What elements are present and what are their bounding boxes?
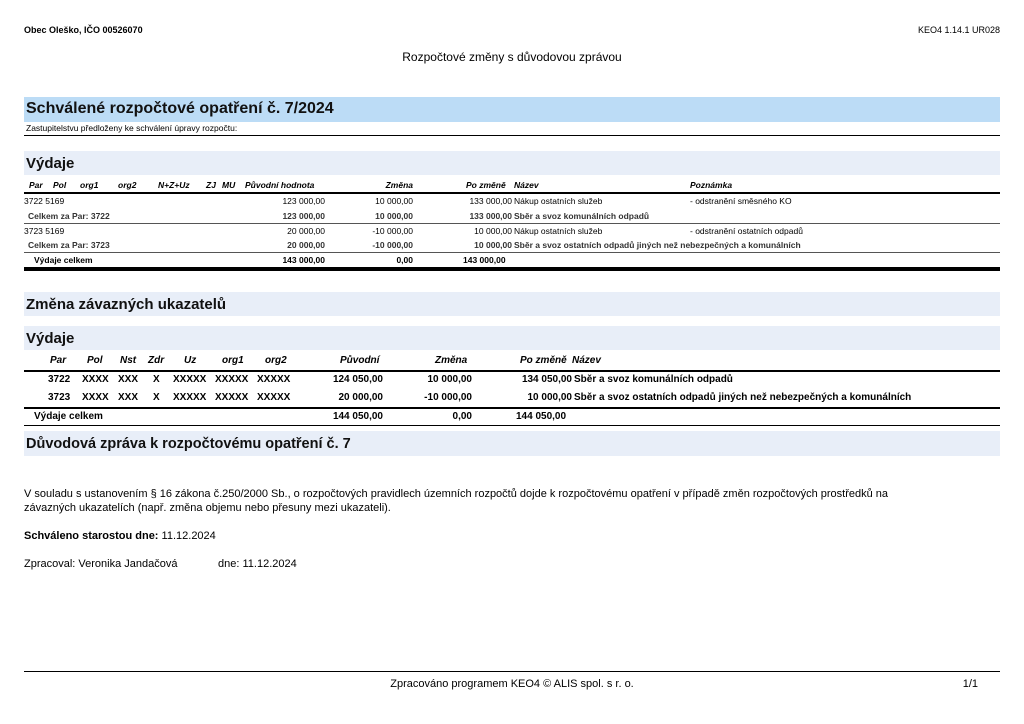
footer-divider [24,671,1000,672]
approved-date: 11.12.2024 [161,530,216,542]
total-label: Výdaje celkem [34,411,103,422]
divider [24,252,1000,253]
page-number: 1/1 [962,678,978,690]
col-pol: Pol [87,355,103,366]
uz: XXXXX [173,392,207,403]
divider [24,223,1000,224]
prepared-date-label: dne: [218,558,240,570]
after-value: 133 000,00 [469,211,512,221]
report-title: Důvodová zpráva k rozpočtovému opatření č. 7 [26,436,351,452]
par-pol: 3722 5169 [24,196,65,206]
after-value: 10 000,00 [474,226,512,236]
col-zdr: Zdr [148,355,165,366]
col-name: Název [514,180,539,190]
col-org1: org1 [222,355,244,366]
measure-subtitle: Zastupitelstvu předloženy ke schválení úpravy rozpočtu: [26,123,238,133]
org2: XXXXX [257,374,291,385]
col-org2: org2 [265,355,287,366]
col-org1: org1 [80,180,99,190]
total-original: 144 050,00 [332,411,383,422]
total-label: Výdaje celkem [34,255,93,265]
after-value: 10 000,00 [527,392,572,403]
nst: XXX [118,392,139,403]
col-change: Změna [435,355,468,366]
original-value: 124 050,00 [332,374,383,385]
approval-line [24,530,216,542]
measure-title: Schválené rozpočtové opatření č. 7/2024 [26,100,334,117]
document-title: Rozpočtové změny s důvodovou zprávou [402,50,622,64]
total-after: 143 000,00 [463,255,506,265]
col-name: Název [572,355,601,366]
organization-name: Obec Oleško, IČO 00526070 [24,25,143,35]
item-name: Nákup ostatních služeb [514,226,603,236]
item-name: Sběr a svoz ostatních odpadů jiných než nebezpečných a komunálních [574,392,912,403]
indicators-expenses-band [24,326,1000,350]
divider [24,135,1000,136]
prepared-date: 11.12.2024 [242,558,297,570]
after-value: 133 000,00 [469,196,512,206]
prepared-name: Veronika Jandačová [78,558,178,570]
original-value: 20 000,00 [287,226,325,236]
subtotal-label: Celkem za Par: 3722 [28,211,110,221]
zdr: X [153,392,160,403]
col-after: Po změně [520,355,567,366]
item-name: Sběr a svoz komunálních odpadů [514,211,650,221]
par: 3722 [48,374,71,385]
change-value: 10 000,00 [375,211,413,221]
divider [24,407,1000,409]
expenses-band [24,151,1000,175]
after-value: 10 000,00 [474,240,512,250]
app-version: KEO4 1.14.1 UR028 [917,25,1000,35]
after-value: 134 050,00 [521,374,572,385]
pol: XXXX [82,392,109,403]
expenses-title: Výdaje [26,155,75,172]
report-body-line-2: závazných ukazatelích (např. změna objemu nebo přesuny mezi ukazateli). [24,502,391,514]
nst: XXX [118,374,139,385]
change-value: -10 000,00 [424,392,472,403]
col-uz: Uz [184,355,197,366]
original-value: 123 000,00 [282,211,325,221]
indicators-title: Změna závazných ukazatelů [26,296,227,313]
report-body-line-1: V souladu s ustanovením § 16 zákona č.250/2000 Sb., o rozpočtových pravidlech územních rozpočtů dojde k rozpočtovému opatření v případě změn rozpočtových prostředků na [24,488,888,500]
prepared-line [24,558,178,570]
col-original: Původní hodnota [245,180,315,190]
col-note: Poznámka [690,180,733,190]
change-value: 10 000,00 [375,196,413,206]
divider [24,267,1000,271]
col-par: Par [50,355,67,366]
zdr: X [153,374,160,385]
pol: XXXX [82,374,109,385]
prepared-date-line [218,558,297,570]
item-note: - odstranění ostatních odpadů [690,226,803,236]
org1: XXXXX [215,374,249,385]
col-nzuz: N+Z+Uz [158,180,190,190]
item-name: Sběr a svoz komunálních odpadů [574,374,733,385]
col-nst: Nst [120,355,137,366]
col-par: Par [29,180,43,190]
par: 3723 [48,392,71,403]
change-value: -10 000,00 [372,226,413,236]
divider [24,192,1000,194]
col-after: Po změně [466,180,506,190]
col-mu: MU [222,180,236,190]
par-pol: 3723 5169 [24,226,65,236]
divider [24,425,1000,426]
change-value: -10 000,00 [372,240,413,250]
original-value: 20 000,00 [338,392,383,403]
total-change: 0,00 [452,411,472,422]
col-org2: org2 [118,180,137,190]
original-value: 20 000,00 [287,240,325,250]
total-original: 143 000,00 [282,255,325,265]
org1: XXXXX [215,392,249,403]
original-value: 123 000,00 [282,196,325,206]
footer-program: Zpracováno programem KEO4 © ALIS spol. s r. o. [390,678,634,690]
item-name: Nákup ostatních služeb [514,196,603,206]
uz: XXXXX [173,374,207,385]
change-value: 10 000,00 [427,374,472,385]
total-change: 0,00 [396,255,413,265]
subtotal-label: Celkem za Par: 3723 [28,240,110,250]
col-pol: Pol [53,180,67,190]
indicators-expenses-title: Výdaje [26,330,75,347]
org2: XXXXX [257,392,291,403]
col-change: Změna [385,180,413,190]
prepared-label: Zpracoval: [24,558,76,570]
divider [24,370,1000,372]
item-note: - odstranění směsného KO [690,196,792,206]
approved-label: Schváleno starostou dne: [24,530,159,542]
item-name: Sběr a svoz ostatních odpadů jiných než nebezpečných a komunálních [514,240,801,250]
col-zj: ZJ [206,180,216,190]
col-original: Původní [340,355,380,366]
total-after: 144 050,00 [516,411,567,422]
